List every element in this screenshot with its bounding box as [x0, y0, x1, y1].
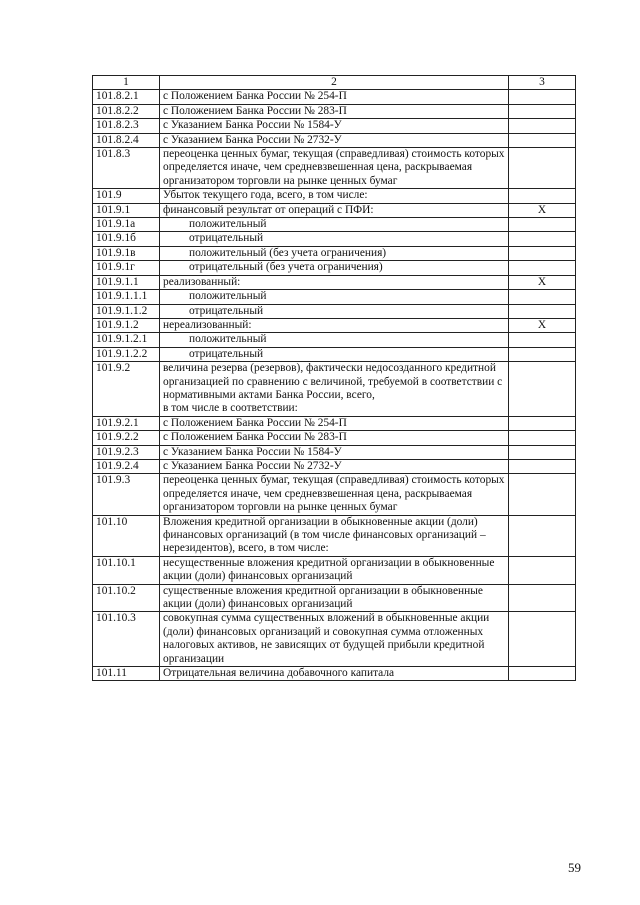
row-mark-cell [509, 90, 576, 104]
row-mark-cell: X [509, 275, 576, 289]
table-row [93, 246, 576, 260]
row-code-cell: 101.9.1в [93, 246, 160, 260]
table-row [93, 304, 576, 318]
row-mark-cell: X [509, 203, 576, 217]
row-mark-cell [509, 133, 576, 147]
table-row [93, 189, 576, 203]
table-row [93, 459, 576, 473]
row-mark-cell [509, 218, 576, 232]
row-code-cell: 101.8.2.1 [93, 90, 160, 104]
table-row [93, 416, 576, 430]
table-body [93, 90, 576, 681]
row-code-cell: 101.9.2 [93, 362, 160, 417]
row-mark-cell [509, 290, 576, 304]
row-code-cell: 101.8.2.3 [93, 119, 160, 133]
row-mark-cell [509, 347, 576, 361]
row-description-cell: с Указанием Банка России № 1584-У [160, 119, 509, 133]
row-code-cell: 101.9.1.2.1 [93, 333, 160, 347]
row-description-cell: положительный (без учета ограничения) [160, 246, 509, 260]
table-row [93, 290, 576, 304]
table-row [93, 612, 576, 667]
row-mark-cell [509, 612, 576, 667]
row-description-cell: с Указанием Банка России № 2732-У [160, 459, 509, 473]
column-header-2: 2 [160, 76, 509, 90]
row-mark-cell: X [509, 318, 576, 332]
row-code-cell: 101.9.1г [93, 261, 160, 275]
row-mark-cell [509, 104, 576, 118]
row-description-cell: нереализованный: [160, 318, 509, 332]
table-row [93, 218, 576, 232]
row-code-cell: 101.9.1б [93, 232, 160, 246]
row-code-cell: 101.9.3 [93, 474, 160, 515]
row-description-cell: отрицательный (без учета ограничения) [160, 261, 509, 275]
table-row [93, 275, 576, 289]
row-code-cell: 101.8.2.4 [93, 133, 160, 147]
table-row [93, 347, 576, 361]
row-code-cell: 101.9.2.2 [93, 431, 160, 445]
table-row [93, 474, 576, 515]
row-code-cell: 101.9.1.1 [93, 275, 160, 289]
row-code-cell: 101.9 [93, 189, 160, 203]
row-code-cell: 101.11 [93, 667, 160, 681]
table-row [93, 104, 576, 118]
row-mark-cell [509, 304, 576, 318]
row-description-cell: с Положением Банка России № 283-П [160, 431, 509, 445]
row-description-cell: несущественные вложения кредитной организации в обыкновенные акции (доли) финансовых организаций [160, 556, 509, 584]
table-row [93, 362, 576, 417]
row-description-cell: с Положением Банка России № 254-П [160, 416, 509, 430]
table-row [93, 148, 576, 189]
row-code-cell: 101.8.2.2 [93, 104, 160, 118]
row-description-cell: Убыток текущего года, всего, в том числе: [160, 189, 509, 203]
row-description-cell: реализованный: [160, 275, 509, 289]
row-description-cell: переоценка ценных бумаг, текущая (справедливая) стоимость которых определяется иначе, чем средневзвешенная цена, раскрываемая организатором торговли на рынке ценных бумаг [160, 148, 509, 189]
table-row [93, 431, 576, 445]
table-row [93, 133, 576, 147]
column-header-3: 3 [509, 76, 576, 90]
row-mark-cell [509, 333, 576, 347]
row-description-cell: положительный [160, 218, 509, 232]
row-mark-cell [509, 445, 576, 459]
row-code-cell: 101.9.2.3 [93, 445, 160, 459]
row-description-cell: положительный [160, 290, 509, 304]
row-code-cell: 101.10 [93, 515, 160, 556]
row-description-cell: положительный [160, 333, 509, 347]
regulatory-table [92, 75, 576, 681]
row-description-cell: отрицательный [160, 232, 509, 246]
row-description-cell: совокупная сумма существенных вложений в обыкновенные акции (доли) финансовых организаций и совокупная сумма отложенных налоговых активов, не зависящих от будущей прибыли кредитной организации [160, 612, 509, 667]
row-description-cell: с Указанием Банка России № 1584-У [160, 445, 509, 459]
row-mark-cell [509, 189, 576, 203]
row-description-cell: с Положением Банка России № 283-П [160, 104, 509, 118]
table-row [93, 333, 576, 347]
row-description-cell: величина резерва (резервов), фактически недосозданного кредитной организацией по сравнению с величиной, требуемой в соответствии с нормативными актами Банка России, всего, в том числе в соответствии: [160, 362, 509, 417]
row-description-cell: с Положением Банка России № 254-П [160, 90, 509, 104]
row-mark-cell [509, 261, 576, 275]
row-code-cell: 101.9.2.4 [93, 459, 160, 473]
table-row [93, 318, 576, 332]
row-mark-cell [509, 148, 576, 189]
table-row [93, 119, 576, 133]
column-header-1: 1 [93, 76, 160, 90]
row-description-cell: финансовый результат от операций с ПФИ: [160, 203, 509, 217]
row-description-cell: с Указанием Банка России № 2732-У [160, 133, 509, 147]
row-code-cell: 101.9.1.2 [93, 318, 160, 332]
row-code-cell: 101.10.2 [93, 584, 160, 612]
table-row [93, 261, 576, 275]
row-code-cell: 101.9.2.1 [93, 416, 160, 430]
table-row [93, 203, 576, 217]
row-mark-cell [509, 416, 576, 430]
table-row [93, 515, 576, 556]
page-number: 59 [568, 860, 581, 875]
row-code-cell: 101.10.3 [93, 612, 160, 667]
row-mark-cell [509, 556, 576, 584]
row-mark-cell [509, 232, 576, 246]
row-mark-cell [509, 459, 576, 473]
row-code-cell: 101.9.1.1.1 [93, 290, 160, 304]
row-description-cell: существенные вложения кредитной организации в обыкновенные акции (доли) финансовых организаций [160, 584, 509, 612]
row-description-cell: переоценка ценных бумаг, текущая (справедливая) стоимость которых определяется иначе, чем средневзвешенная цена, раскрываемая организатором торговли на рынке ценных бумаг [160, 474, 509, 515]
row-mark-cell [509, 119, 576, 133]
row-description-cell: Отрицательная величина добавочного капитала [160, 667, 509, 681]
row-description-cell: отрицательный [160, 347, 509, 361]
row-description-cell: отрицательный [160, 304, 509, 318]
table-row [93, 90, 576, 104]
row-code-cell: 101.9.1 [93, 203, 160, 217]
row-code-cell: 101.9.1.1.2 [93, 304, 160, 318]
row-mark-cell [509, 246, 576, 260]
table-row [93, 584, 576, 612]
row-code-cell: 101.9.1а [93, 218, 160, 232]
table-header-row [93, 76, 576, 90]
row-mark-cell [509, 584, 576, 612]
row-code-cell: 101.9.1.2.2 [93, 347, 160, 361]
row-description-cell: Вложения кредитной организации в обыкновенные акции (доли) финансовых организаций (в том числе финансовых организаций – нерезидентов), всего, в том числе: [160, 515, 509, 556]
row-mark-cell [509, 362, 576, 417]
row-mark-cell [509, 515, 576, 556]
table-row [93, 556, 576, 584]
row-mark-cell [509, 474, 576, 515]
table-row [93, 667, 576, 681]
table-row [93, 445, 576, 459]
row-mark-cell [509, 667, 576, 681]
row-code-cell: 101.10.1 [93, 556, 160, 584]
row-mark-cell [509, 431, 576, 445]
table-row [93, 232, 576, 246]
row-code-cell: 101.8.3 [93, 148, 160, 189]
